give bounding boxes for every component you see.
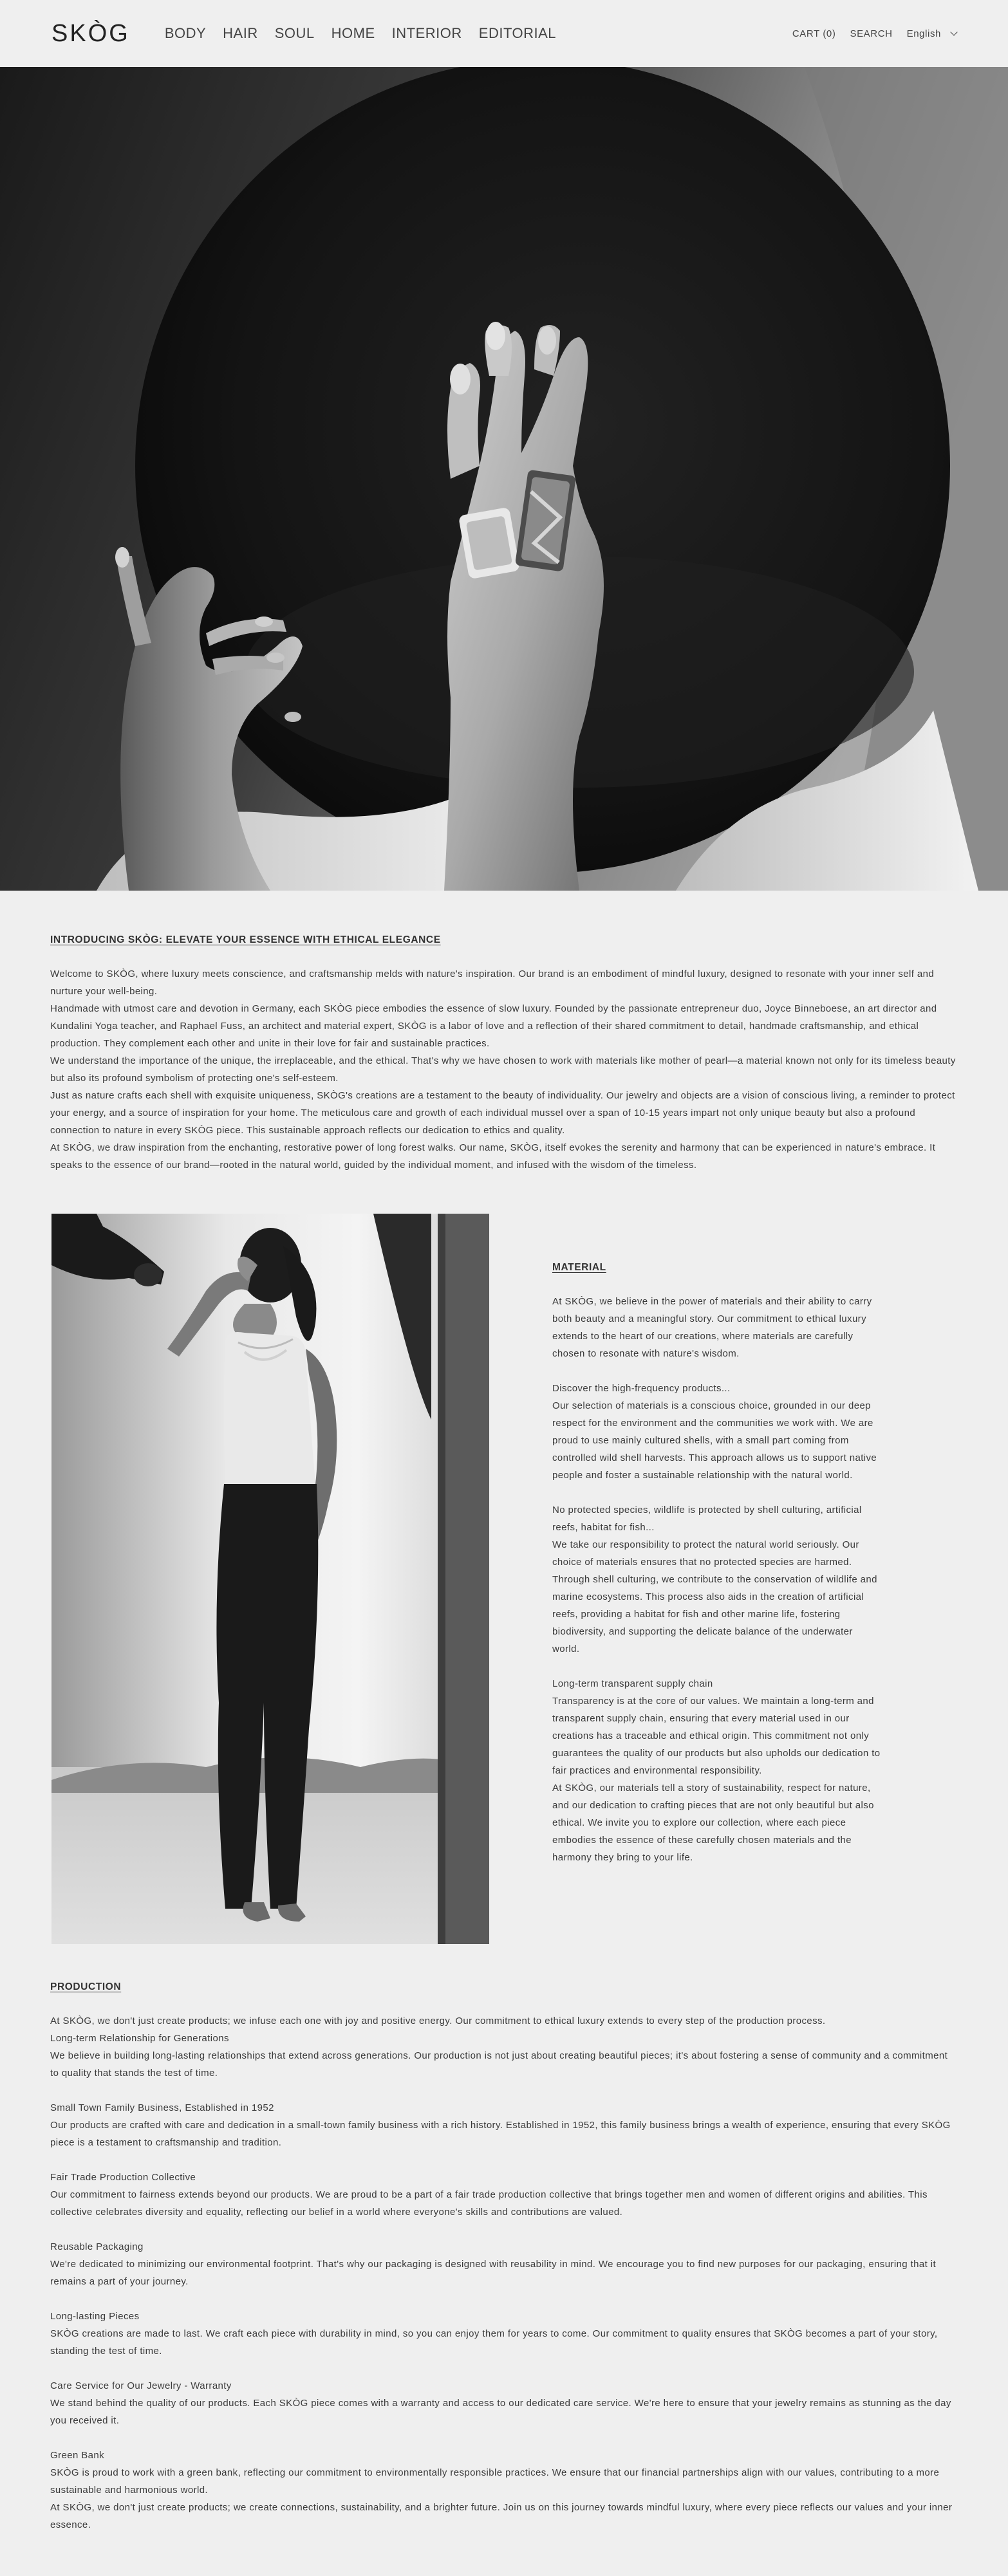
material-subheading: Long-term transparent supply chain <box>552 1678 713 1689</box>
production-subheading: Fair Trade Production Collective <box>50 2172 196 2183</box>
production-block <box>50 2238 958 2290</box>
intro-paragraph: At SKÒG, we draw inspiration from the enchanting, restorative power of long forest walks. Our name, SKÒG, itself evokes the serenity and harmony that can be experienced in nature's embrace. It speaks to the essence of our brand—rooted in the natural world, guided by the individual moment, and infused with the wisdom of the timeless. <box>50 1142 936 1171</box>
production-subheading: Green Bank <box>50 2450 105 2461</box>
production-paragraph: SKÒG creations are made to last. We craft each piece with durability in mind, so you can enjoy them for years to come. Our commitment to quality ensures that SKÒG becomes a part of your story, standing the test of time. <box>50 2328 938 2357</box>
production-paragraph: Our commitment to fairness extends beyond our products. We are proud to be a part of a fair trade production collective that brings together men and women of different origins and abilities. This collective celebrates diversity and equality, reflecting our belief in a world where everyone's skills and contributions are valued. <box>50 2189 928 2218</box>
production-subheading: Long-term Relationship for Generations <box>50 2033 229 2044</box>
header-utility <box>792 28 957 39</box>
production-block <box>50 2012 958 2082</box>
hero-photo-hands-mirror <box>0 67 1008 891</box>
hero-image <box>0 67 1008 891</box>
material-paragraph: At SKÒG, our materials tell a story of sustainability, respect for nature, and our dedication to crafting pieces that are not only beautiful but also ethical. We invite you to explore our collection, where each piece embodies the essence of these carefully chosen materials and the harmony they bring to your life. <box>552 1783 874 1863</box>
production-block <box>50 2447 958 2534</box>
material-title: MATERIAL <box>552 1262 606 1273</box>
production-title: PRODUCTION <box>50 1981 122 1992</box>
material-section <box>0 1214 1008 1944</box>
material-paragraph: We take our responsibility to protect the natural world seriously. Our choice of materials ensures that no protected species are harmed. Through shell culturing, we contribute to the conservation of wildlife and marine ecosystems. This process also aids in the creation of artificial reefs, providing a habitat for fish and other marine life, fostering biodiversity, and supporting the delicate balance of the underwater world. <box>552 1539 877 1654</box>
nav-item-interior[interactable]: INTERIOR <box>391 25 462 41</box>
nav-item-hair[interactable]: HAIR <box>223 25 258 41</box>
language-selector[interactable] <box>907 28 957 39</box>
nav-item-soul[interactable]: SOUL <box>274 25 315 41</box>
material-paragraph: Transparency is at the core of our values. We maintain a long-term and transparent supply chain, ensuring that every material used in our creations has a traceable and ethical origin. This commitment not only guarantees the quality of our products but also upholds our dedication to fair practices and environmental responsibility. <box>552 1696 881 1776</box>
nav-item-editorial[interactable]: EDITORIAL <box>478 25 557 41</box>
intro-title: INTRODUCING SKÒG: ELEVATE YOUR ESSENCE WITH ETHICAL ELEGANCE <box>50 934 441 945</box>
material-paragraph: At SKÒG, we believe in the power of materials and their ability to carry both beauty and a meaningful story. Our commitment to ethical luxury extends to the heart of our creations, where materials are carefully chosen to resonate with nature's wisdom. <box>552 1296 872 1359</box>
production-subheading: Small Town Family Business, Established in 1952 <box>50 2102 274 2113</box>
nav-item-body[interactable]: BODY <box>164 25 207 41</box>
production-paragraph: We're dedicated to minimizing our environmental footprint. That's why our packaging is designed with reusability in mind. We encourage you to find new purposes for our packaging, ensuring that it remains a part of your journey. <box>50 2259 937 2287</box>
production-block <box>50 2308 958 2360</box>
production-subheading: Reusable Packaging <box>50 2241 144 2252</box>
material-text <box>552 1262 881 1866</box>
production-paragraph: At SKÒG, we don't just create products; we infuse each one with joy and positive energy. Our commitment to ethical luxury extends to every step of the production process. <box>50 2015 826 2026</box>
production-block <box>50 2099 958 2151</box>
material-paragraph: Our selection of materials is a conscious choice, grounded in our deep respect for the environment and the communities we work with. We are proud to use mainly cultured shells, with a small part coming from controlled wild shell harvests. This approach allows us to support native people and foster a sustainable relationship with the natural world. <box>552 1400 877 1481</box>
intro-section <box>0 891 1008 1174</box>
production-subheading: Long-lasting Pieces <box>50 2311 140 2322</box>
production-paragraph: We stand behind the quality of our products. Each SKÒG piece comes with a warranty and access to our dedicated care service. We're here to ensure that your jewelry remains as stunning as the day you received it. <box>50 2398 951 2426</box>
site-header <box>0 0 1008 67</box>
production-paragraph: SKÒG is proud to work with a green bank, reflecting our commitment to environmentally responsible practices. We ensure that our financial partnerships align with our values, contributing to a more sustainable and harmonious world. <box>50 2467 940 2496</box>
chevron-down-icon <box>950 28 957 35</box>
production-section <box>0 1944 1008 2534</box>
intro-paragraph: We understand the importance of the unique, the irreplaceable, and the ethical. That's why we have chosen to work with materials like mother of pearl—a material known not only for its timeless beauty but also its profound symbolism of protecting one's self-esteem. <box>50 1055 956 1084</box>
cart-link[interactable]: CART (0) <box>792 28 836 39</box>
intro-paragraph: Welcome to SKÒG, where luxury meets conscience, and craftsmanship melds with nature's inspiration. Our brand is an embodiment of mindful luxury, designed to resonate with your inner self and nurture your well-being. <box>50 968 935 997</box>
production-paragraph: Our products are crafted with care and dedication in a small-town family business with a rich history. Established in 1952, this family business brings a wealth of experience, ensuring that every SKÒG piece is a testament to craftsmanship and tradition. <box>50 2120 951 2148</box>
material-subheading: Discover the high-frequency products... <box>552 1383 731 1394</box>
production-subheading: Care Service for Our Jewelry - Warranty <box>50 2380 232 2391</box>
material-subheading: No protected species, wildlife is protected by shell culturing, artificial reefs, habitat for fish... <box>552 1505 862 1533</box>
intro-paragraph: Handmade with utmost care and devotion in Germany, each SKÒG piece embodies the essence of slow luxury. Founded by the passionate entrepreneur duo, Joyce Binneboese, an art director and Kundalini Yoga teacher, and Raphael Fuss, an architect and material expert, SKÒG is a labor of love and a reflection of their shared commitment to detail, handmade craftsmanship, and ethical production. They complement each other and unite in their love for fair and sustainable practices. <box>50 1003 937 1049</box>
material-photo-model <box>51 1214 489 1944</box>
production-block <box>50 2377 958 2429</box>
main-nav <box>165 25 556 42</box>
brand-logo[interactable]: SKÒG <box>51 19 130 47</box>
intro-paragraph: Just as nature crafts each shell with exquisite uniqueness, SKÒG's creations are a testament to the beauty of individuality. Our jewelry and objects are a vision of conscious living, a reminder to protect your energy, and a source of inspiration for your home. The meticulous care and growth of each individual mussel over a span of 10-15 years impart not only unique beauty but also a profound connection to nature in every SKÒG piece. This sustainable approach reflects our dedication to ethics and quality. <box>50 1090 955 1136</box>
production-block <box>50 2169 958 2221</box>
production-paragraph: At SKÒG, we don't just create products; we create connections, sustainability, and a brighter future. Join us on this journey towards mindful luxury, where every piece reflects our values and your inner essence. <box>50 2502 953 2530</box>
language-label: English <box>906 28 941 39</box>
nav-item-home[interactable]: HOME <box>331 25 375 41</box>
production-paragraph: We believe in building long-lasting relationships that extend across generations. Our production is not just about creating beautiful pieces; it's about fostering a sense of community and a commitment to quality that stands the test of time. <box>50 2050 948 2079</box>
search-link[interactable]: SEARCH <box>850 28 893 39</box>
